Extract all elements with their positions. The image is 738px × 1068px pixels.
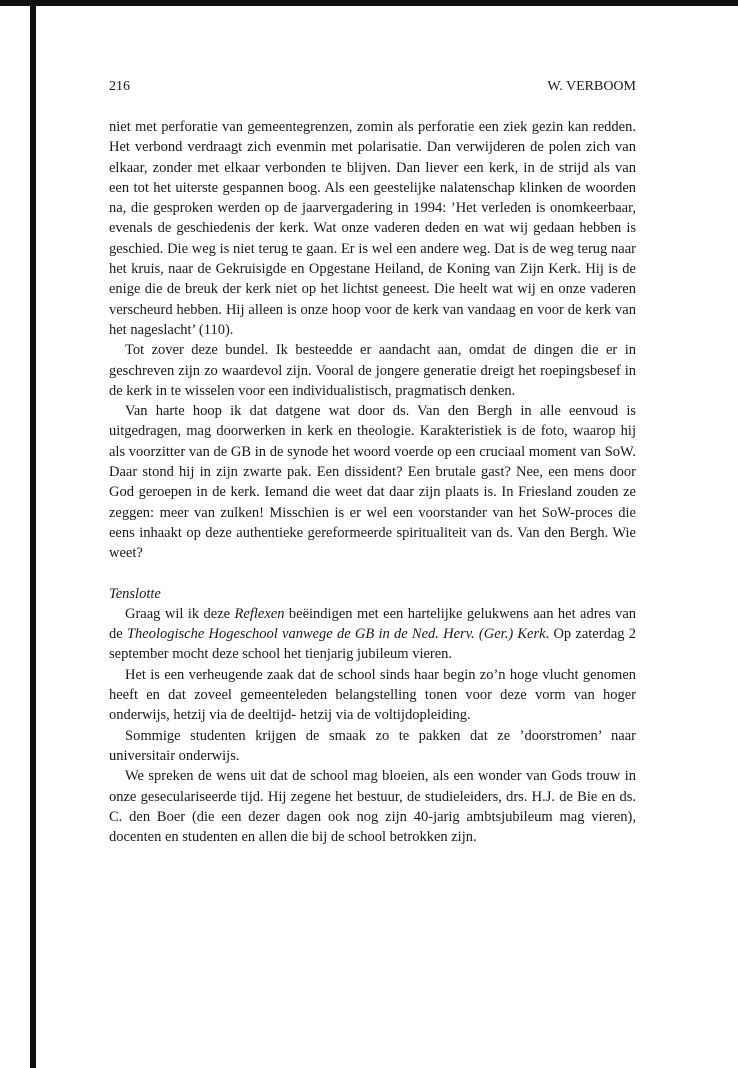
paragraph-5: Het is een verheugende zaak dat de school sinds haar begin zo’n hoge vlucht genomen heeft en dat zoveel gemeenteleden belangstelling tonen voor deze vorm van hoger onderwijs, hetzij via de deeltijd- hetzij via de voltijdopleiding. xyxy=(109,666,636,724)
paragraph-4 xyxy=(109,604,636,665)
page-body xyxy=(109,117,636,847)
section-title: Tenslotte xyxy=(109,585,161,602)
paragraph-2: Tot zover deze bundel. Ik besteedde er aandacht aan, omdat de dingen die er in geschreven zijn zo waardevol zijn. Vooral de jongere generatie dreigt het roepingsbesef in de kerk in te wisselen voor een individualistisch, pragmatisch denken. xyxy=(109,342,636,399)
paragraph-3: Van harte hoop ik dat datgene wat door ds. Van den Bergh in alle eenvoud is uitgedragen, mag doorwerken in kerk en theologie. Karakteristiek is de foto, waarop hij als voorzitter van de GB in de synode het woord voerde op een cruciaal moment van SoW. Daar stond hij in zijn zwarte pak. Een dissident? Een brutale gast? Nee, een mens door God geroepen in de kerk. Iemand die weet dat daar zijn plaats is. In Friesland zouden ze zeggen: meer van zulken! Misschien is er wel een voorstander van het SoW-proces die eens inhaakt op deze authentieke gereformeerde spiritualiteit van ds. Van den Bergh. Wie weet? xyxy=(109,403,636,562)
paragraph-4-text-a: Graag wil ik deze xyxy=(125,605,235,622)
paragraph-4-reflexen: Reflexen xyxy=(234,605,285,622)
running-title: W. VERBOOM xyxy=(547,79,636,94)
paragraph-4-text-c: beëindigen met een hartelijke gelukwens aan het adres van de xyxy=(109,605,637,643)
scan-border-top xyxy=(0,0,738,6)
page-header xyxy=(109,79,636,99)
scan-border-left xyxy=(30,0,36,1068)
paragraph-4-text-e: . Op zaterdag 2 september mocht deze school het tienjarig jubileum vieren. xyxy=(109,626,636,663)
paragraph-1: niet met perforatie van gemeentegrenzen, zomin als perforatie een ziek gezin kan redden. Het verbond verdraagt zich evenmin met polarisatie. Dan verwijderen de polen zich van elkaar, zonder met elkaar verbonden te blijven. Dan liever een kerk, in de strijd als van een tot het uiterste gespannen boog. Als een geestelijke nalatenschap klinken de woorden na, die gesproken werden op de jaarvergadering in 1994: ’Het verleden is onomkeerbaar, evenals de geschiedenis der kerk. Wat onze vaderen deden en wat wij gedaan hebben is geschied. Die weg is niet terug te gaan. Er is wel een andere weg. Dat is de weg terug naar het kruis, naar de Gekruisigde en Opgestane Heiland, de Koning van Zijn Kerk. Hij is de enige die de breuk der kerk niet op het lichtst geneest. Die heelt wat wij en onze vaderen verscheurd hebben. Hij alleen is onze hoop voor de kerk van vandaag en voor de kerk van het nageslacht’ (110). xyxy=(109,119,636,338)
paragraph-4-school-name: Theologische Hogeschool vanwege de GB in de Ned. Herv. (Ger.) Kerk xyxy=(126,626,546,643)
page-number: 216 xyxy=(109,79,130,94)
paragraph-6: Sommige studenten krijgen de smaak zo te pakken dat ze ’doorstromen’ naar universitair onderwijs. xyxy=(109,727,636,764)
paragraph-7: We spreken de wens uit dat de school mag bloeien, als een wonder van Gods trouw in onze geseculariseerde tijd. Hij zegene het bestuur, de studieleiders, drs. H.J. de Bie en ds. C. den Boer (die een dezer dagen ook nog zijn 40-jarig ambtsjubileum mag vieren), docenten en studenten en allen die bij de school betrokken zijn. xyxy=(109,768,636,846)
